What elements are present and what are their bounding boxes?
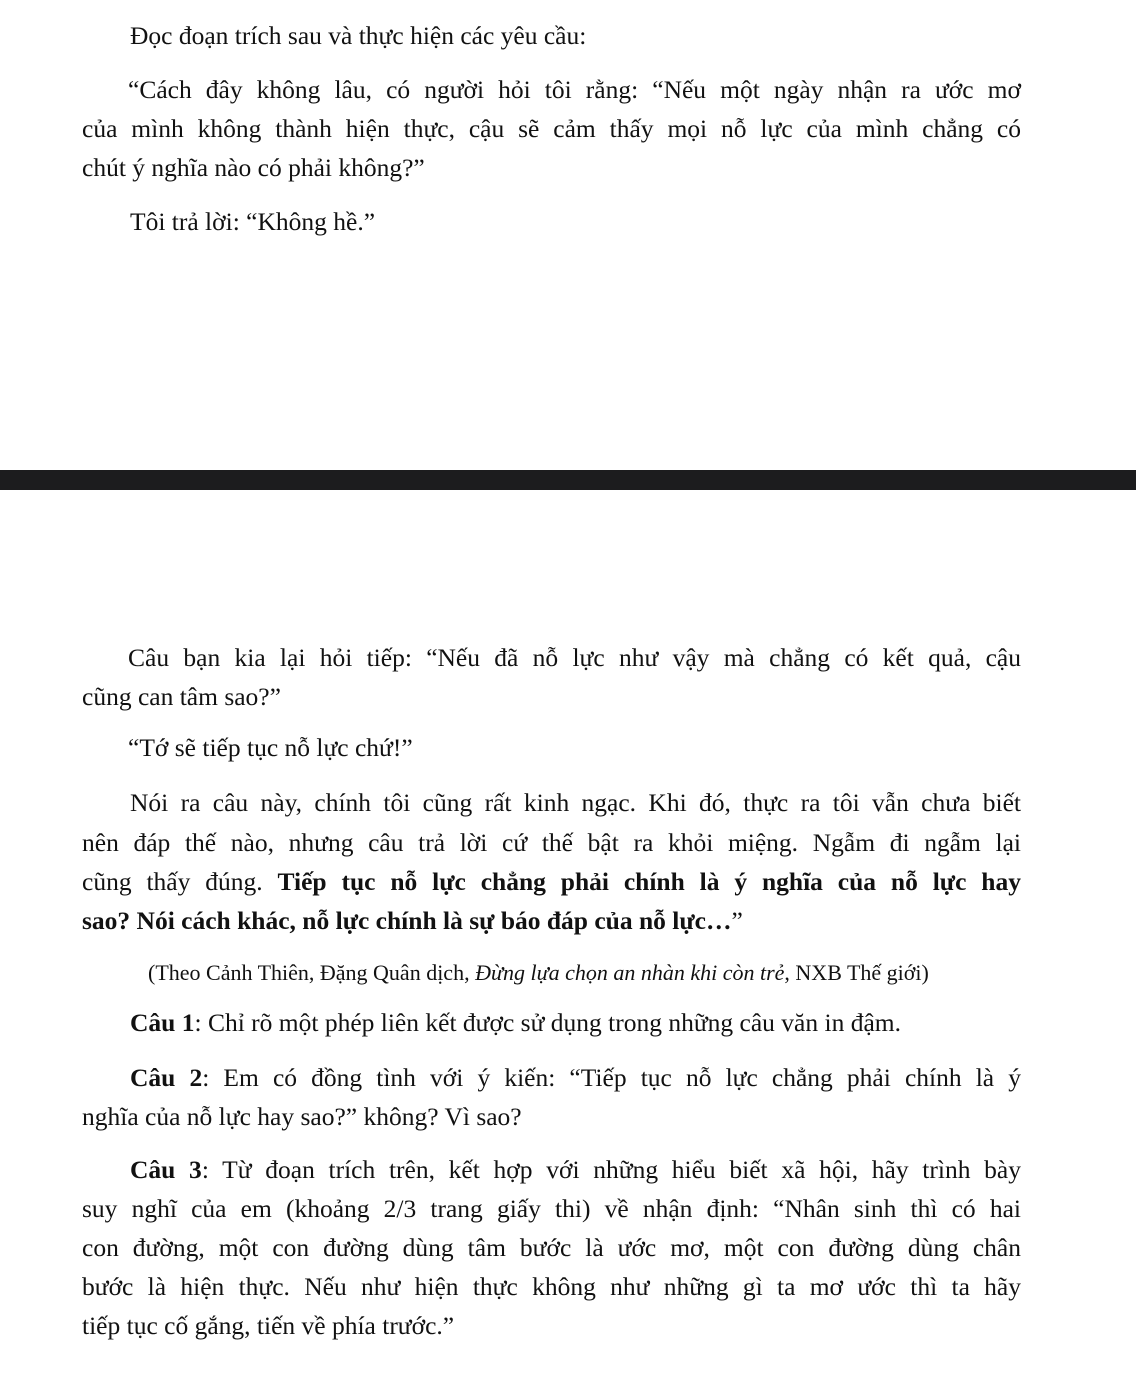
question-3-line: con đường, một con đường dùng tâm bước là ước mơ, một con đường dùng chân xyxy=(82,1233,1021,1262)
passage-line xyxy=(82,905,743,937)
question-1 xyxy=(130,1007,901,1039)
passage-line: nên đáp thế nào, nhưng câu trả lời cứ thế bật ra khỏi miệng. Ngẫm đi ngẫm lại xyxy=(82,828,1021,857)
passage-line: “Tớ sẽ tiếp tục nỗ lực chứ!” xyxy=(128,733,413,762)
question-3-line xyxy=(130,1154,1021,1186)
source-book-title: Đừng lựa chọn an nhàn khi còn trẻ xyxy=(475,960,785,985)
question-label: Câu 3 xyxy=(130,1155,202,1184)
normal-text: cũng thấy đúng. xyxy=(82,867,278,896)
source-prefix: (Theo Cảnh Thiên, Đặng Quân dịch, xyxy=(148,960,476,985)
passage-line: Nói ra câu này, chính tôi cũng rất kinh ngạc. Khi đó, thực ra tôi vẫn chưa biết xyxy=(130,788,1021,817)
page-divider xyxy=(0,470,1136,490)
question-3-line: bước là hiện thực. Nếu như hiện thực không như những gì ta mơ ước thì ta hãy xyxy=(82,1272,1021,1301)
passage-line: cũng can tâm sao?” xyxy=(82,682,281,711)
passage-line: Tôi trả lời: “Không hề.” xyxy=(130,207,376,236)
instruction-line: Đọc đoạn trích sau và thực hiện các yêu cầu: xyxy=(130,21,587,50)
question-label: Câu 1 xyxy=(130,1008,195,1037)
bold-text: Tiếp tục nỗ lực chẳng phải chính là ý nghĩa của nỗ lực hay xyxy=(277,867,1021,896)
document-page-bottom xyxy=(0,490,1136,1379)
passage-line: của mình không thành hiện thực, cậu sẽ cảm thấy mọi nỗ lực của mình chẳng có xyxy=(82,114,1021,143)
passage-line: Câu bạn kia lại hỏi tiếp: “Nếu đã nỗ lực như vậy mà chẳng có kết quả, cậu xyxy=(128,643,1021,672)
source-citation xyxy=(148,957,929,989)
question-text: : Em có đồng tình với ý kiến: “Tiếp tục nỗ lực chẳng phải chính là ý xyxy=(202,1063,1021,1092)
passage-line: chút ý nghĩa nào có phải không?” xyxy=(82,153,425,182)
question-2-line xyxy=(130,1062,1021,1094)
document-page-top xyxy=(0,0,1136,470)
question-3-line: tiếp tục cố gắng, tiến về phía trước.” xyxy=(82,1311,455,1340)
passage-line xyxy=(82,866,1021,898)
question-label: Câu 2 xyxy=(130,1063,203,1092)
source-suffix: , NXB Thế giới) xyxy=(784,960,929,985)
closing-quote: ” xyxy=(731,906,743,935)
bold-text: sao? Nói cách khác, nỗ lực chính là sự báo đáp của nỗ lực… xyxy=(82,906,732,935)
question-text: : Từ đoạn trích trên, kết hợp với những hiểu biết xã hội, hãy trình bày xyxy=(201,1155,1021,1184)
question-text: : Chỉ rõ một phép liên kết được sử dụng trong những câu văn in đậm. xyxy=(194,1008,901,1037)
question-3-line: suy nghĩ của em (khoảng 2/3 trang giấy thi) về nhận định: “Nhân sinh thì có hai xyxy=(82,1194,1021,1223)
passage-line: “Cách đây không lâu, có người hỏi tôi rằng: “Nếu một ngày nhận ra ước mơ xyxy=(128,75,1021,104)
question-2-line: nghĩa của nỗ lực hay sao?” không? Vì sao? xyxy=(82,1102,522,1131)
